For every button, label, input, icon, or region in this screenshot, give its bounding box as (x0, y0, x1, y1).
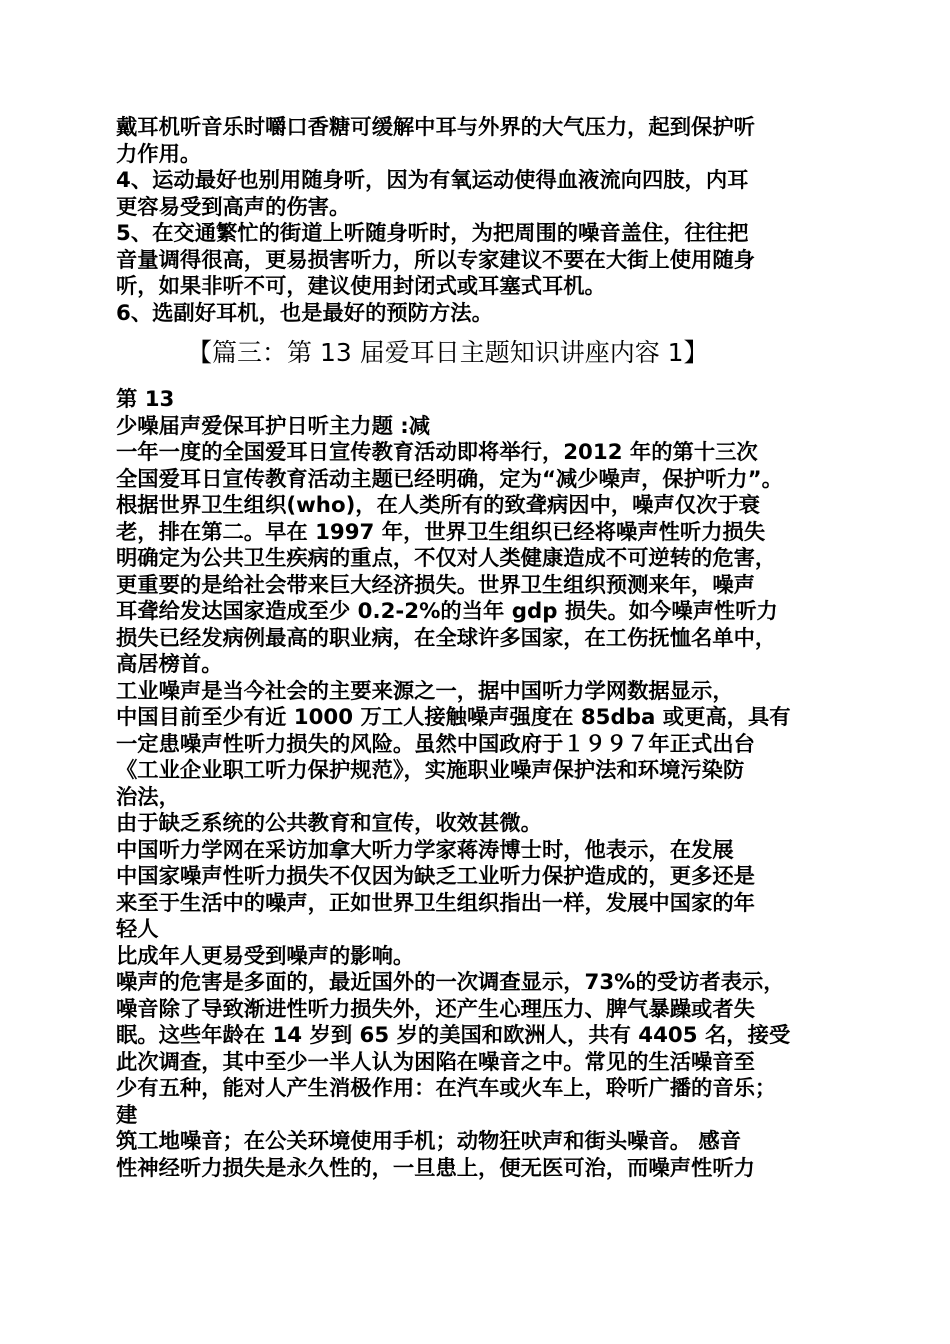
section-heading: 【篇三：第 13 届爱耳日主题知识讲座内容 1】 (187, 338, 709, 367)
text-line: 中国目前至少有近 1000 万工人接触噪声强度在 85dba 或更高，具有 (116, 705, 791, 730)
text-line: 由于缺乏系统的公共教育和宣传，收效甚微。 (116, 811, 542, 836)
text-line: 《工业企业职工听力保护规范》，实施职业噪声保护法和环境污染防 (116, 758, 745, 783)
text-line: 一年一度的全国爱耳日宣传教育活动即将举行，2012 年的第十三次 (116, 440, 758, 465)
intro-paragraphs (116, 115, 856, 327)
spacer (116, 379, 856, 387)
text-line: 耳聋给发达国家造成至少 0.2-2%的当年 gdp 损失。如今噪声性听力 (116, 599, 778, 624)
text-line: 音量调得很高，更易损害听力，所以专家建议不要在大街上使用随身 (116, 247, 755, 273)
text-line: 噪声的危害是多面的，最近国外的一次调查显示，73%的受访者表示， (116, 970, 785, 995)
text-line: 建 (116, 1102, 138, 1128)
text-line: 高居榜首。 (116, 652, 223, 677)
text-line: 眠。这些年龄在 14 岁到 65 岁的美国和欧洲人，共有 4405 名，接受 (116, 1023, 791, 1048)
text-line: 6、选副好耳机，也是最好的预防方法。 (116, 300, 493, 326)
text-line: 5、在交通繁忙的街道上听随身听时，为把周围的噪音盖住，往往把 (116, 221, 749, 246)
text-line: 力作用。 (116, 141, 202, 167)
text-line: 治法， (116, 784, 180, 810)
text-line: 少噪届声爱保耳护日听主力题 :减 (116, 413, 431, 439)
text-line: 比成年人更易受到噪声的影响。 (116, 943, 415, 969)
text-line: 第 13 (116, 387, 175, 412)
text-line: 听，如果非听不可，建议使用封闭式或耳塞式耳机。 (116, 274, 606, 299)
text-line: 工业噪声是当今社会的主要来源之一，据中国听力学网数据显示， (116, 678, 734, 704)
text-line: 损失已经发病例最高的职业病，在全球许多国家，在工伤抚恤名单中， (116, 625, 777, 651)
text-line: 4、运动最好也别用随身听，因为有氧运动使得血液流向四肢，内耳 (116, 168, 749, 193)
text-line: 更重要的是给社会带来巨大经济损失。世界卫生组织预测来年，噪声 (116, 572, 755, 598)
text-line: 更容易受到高声的伤害。 (116, 194, 351, 220)
text-line: 噪音除了导致渐进性听力损失外，还产生心理压力、脾气暴躁或者失 (116, 996, 755, 1022)
text-line: 中国听力学网在采访加拿大听力学家蒋涛博士时，他表示，在发展 (116, 837, 734, 863)
text-line: 一定患噪声性听力损失的风险。虽然中国政府于１９９７年正式出台 (116, 731, 755, 757)
document-page (116, 115, 856, 1182)
text-line: 性神经听力损失是永久性的，一旦患上，便无医可治，而噪声性听力 (116, 1155, 755, 1181)
text-line: 来至于生活中的噪声，正如世界卫生组织指出一样，发展中国家的年 (116, 890, 755, 916)
text-line: 全国爱耳日宣传教育活动主题已经明确，定为“减少噪声，保护听力”。 (116, 466, 783, 492)
text-line: 此次调查，其中至少一半人认为困陷在噪音之中。常见的生活噪音至 (116, 1049, 755, 1075)
text-line: 根据世界卫生组织(who)，在人类所有的致聋病因中，噪声仅次于衰 (116, 493, 760, 518)
text-line: 明确定为公共卫生疾病的重点，不仅对人类健康造成不可逆转的危害， (116, 546, 777, 571)
lecture-content (116, 387, 856, 1182)
text-line: 老，排在第二。早在 1997 年，世界卫生组织已经将噪声性听力损失 (116, 519, 766, 545)
text-line: 少有五种，能对人产生消极作用：在汽车或火车上，聆听广播的音乐； (116, 1076, 777, 1101)
text-line: 筑工地噪音；在公关环境使用手机；动物狂吠声和街头噪音。 感音 (116, 1129, 742, 1154)
text-line: 戴耳机听音乐时嚼口香糖可缓解中耳与外界的大气压力，起到保护听 (116, 115, 755, 140)
text-line: 中国家噪声性听力损失不仅因为缺乏工业听力保护造成的，更多还是 (116, 864, 755, 889)
text-line: 轻人 (116, 917, 159, 942)
